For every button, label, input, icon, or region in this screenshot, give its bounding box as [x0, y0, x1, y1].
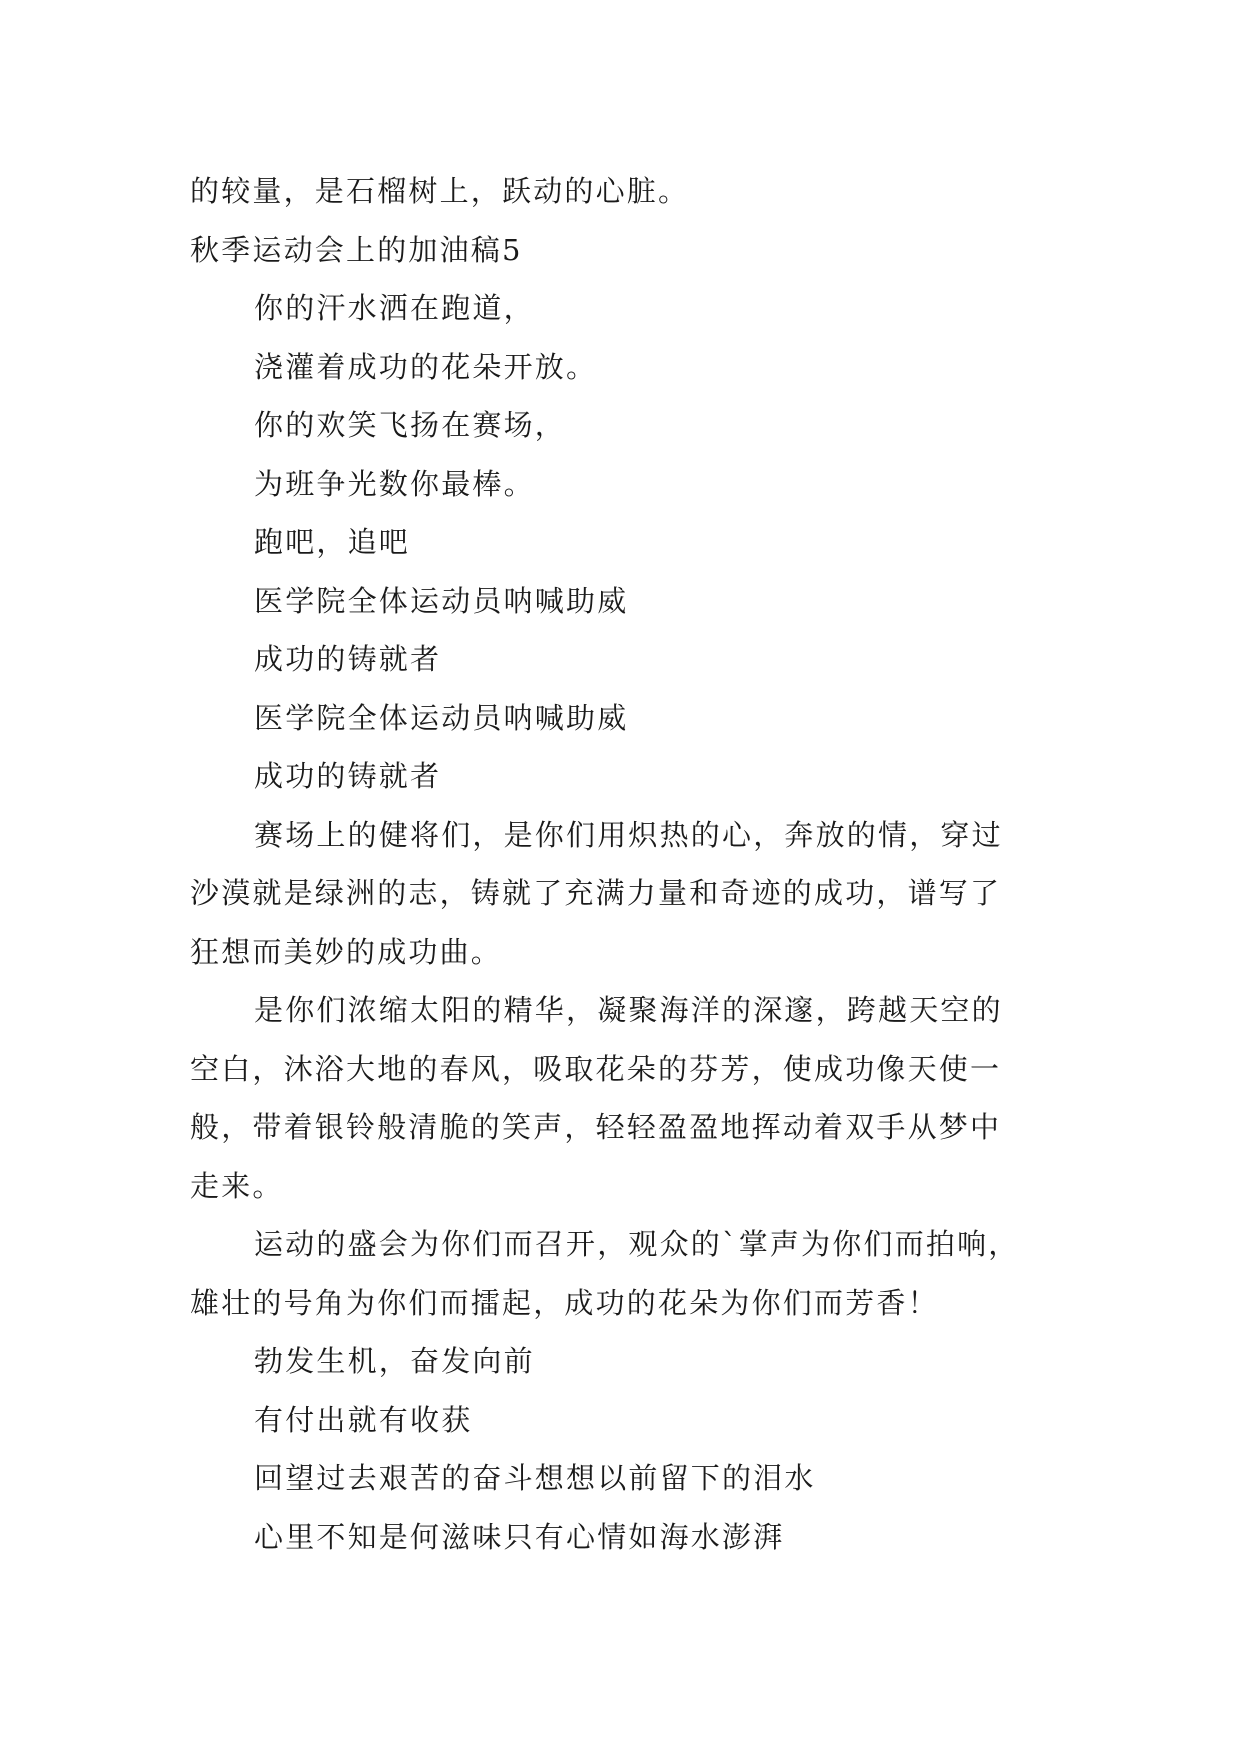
text-line: 的较量，是石榴树上，跃动的心脏。: [190, 174, 690, 208]
poem-line: 成功的铸就者: [254, 642, 442, 676]
paragraph-line: 运动的盛会为你们而召开，观众的`掌声为你们而拍响，: [254, 1227, 1020, 1261]
paragraph-line: 空白，沐浴大地的春风，吸取花朵的芬芳，使成功像天使一: [190, 1051, 1002, 1086]
poem-line: 浇灌着成功的花朵开放。: [254, 349, 598, 384]
paragraph-line: 走来。: [190, 1168, 284, 1203]
poem-line: 医学院全体运动员呐喊助威: [254, 583, 629, 618]
document-body: [190, 162, 1070, 1566]
poem-line: 你的欢笑飞扬在赛场，: [254, 408, 567, 442]
paragraph-line: 般，带着银铃般清脆的笑声，轻轻盈盈地挥动着双手从梦中: [190, 1110, 1002, 1144]
poem-line: 勃发生机，奋发向前: [254, 1344, 535, 1378]
section-heading: 秋季运动会上的加油稿5: [190, 232, 523, 267]
poem-line: 有付出就有收获: [254, 1402, 473, 1437]
paragraph-line: 是你们浓缩太阳的精华，凝聚海洋的深邃，跨越天空的: [254, 993, 1003, 1027]
paragraph-line: 狂想而美妙的成功曲。: [190, 934, 503, 969]
poem-line: 心里不知是何滋味只有心情如海水澎湃: [254, 1519, 785, 1554]
poem-line: 医学院全体运动员呐喊助威: [254, 700, 629, 735]
paragraph-line: 赛场上的健将们，是你们用炽热的心，奔放的情，穿过: [254, 817, 1003, 852]
paragraph-line: 雄壮的号角为你们而擂起，成功的花朵为你们而芳香！: [190, 1285, 939, 1320]
poem-line: 回望过去艰苦的奋斗想想以前留下的泪水: [254, 1461, 816, 1495]
poem-line: 跑吧，追吧: [254, 525, 411, 559]
poem-line: 成功的铸就者: [254, 759, 442, 793]
paragraph-line: 沙漠就是绿洲的志，铸就了充满力量和奇迹的成功，谱写了: [190, 876, 1002, 910]
poem-line: 为班争光数你最棒。: [254, 466, 535, 501]
poem-line: 你的汗水洒在跑道，: [254, 291, 535, 325]
